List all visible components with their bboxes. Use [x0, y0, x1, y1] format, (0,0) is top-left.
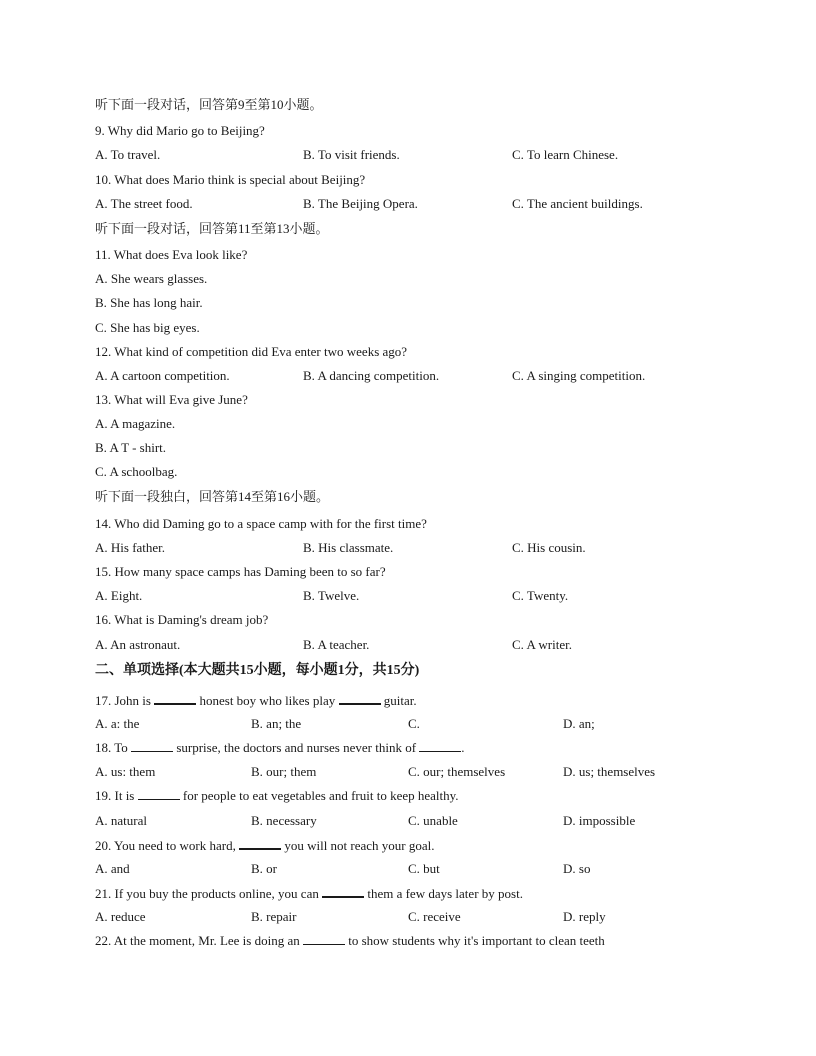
q19-stem-part-1: 19. It is [95, 788, 138, 803]
q12-option-a: A. A cartoon competition. [95, 368, 230, 383]
q13-option-b: B. A T - shirt. [95, 440, 167, 455]
q16-option-b: B. A teacher. [303, 637, 370, 652]
q19-option-b: B. necessary [251, 813, 317, 828]
instruction-14-16: 听下面一段独白，回答第14至第16小题。 [95, 489, 330, 504]
q13-option-a: A. A magazine. [95, 416, 176, 431]
q15-option-b: B. Twelve. [303, 588, 360, 603]
q11-option-c: C. She has big eyes. [95, 320, 200, 335]
q21-stem-part-2: them a few days later by post. [364, 886, 523, 901]
q10-option-a: A. The street food. [95, 196, 193, 211]
q20-option-b: B. or [251, 861, 277, 876]
q19-option-d: D. impossible [563, 813, 636, 828]
q17-stem-part-3: guitar. [380, 693, 417, 708]
question-11-stem: 11. What does Eva look like? [95, 247, 248, 262]
q20-option-a: A. and [95, 861, 130, 876]
question-10-stem: 10. What does Mario think is special about Beijing? [95, 172, 366, 187]
q18-option-d: D. us; themselves [563, 764, 656, 779]
q11-option-b: B. She has long hair. [95, 295, 203, 310]
q17-stem-part-1: 17. John is [95, 693, 155, 708]
q18-option-c: C. our; themselves [408, 764, 506, 779]
q21-option-c: C. receive [408, 909, 461, 924]
q20-option-c: C. but [408, 861, 440, 876]
instruction-9-10: 听下面一段对话，回答第9至第10小题。 [95, 97, 323, 112]
q15-option-c: C. Twenty. [512, 588, 569, 603]
q20-stem-part-1: 20. You need to work hard, [95, 838, 240, 853]
q9-option-a: A. To travel. [95, 147, 161, 162]
q21-stem-part-1: 21. If you buy the products online, you can [95, 886, 323, 901]
q20-stem-part-2: you will not reach your goal. [281, 838, 435, 853]
q19-stem-part-2: for people to eat vegetables and fruit to keep healthy. [179, 788, 459, 803]
q17-blank-2 [339, 691, 381, 705]
q18-blank-2 [419, 739, 461, 752]
q17-option-d: D. an; [563, 716, 595, 731]
question-12-stem: 12. What kind of competition did Eva enter two weeks ago? [95, 344, 408, 359]
q10-option-b: B. The Beijing Opera. [303, 196, 418, 211]
question-15-stem: 15. How many space camps has Daming been to so far? [95, 564, 386, 579]
q20-blank [239, 836, 281, 850]
q18-stem-part-2: surprise, the doctors and nurses never think of [173, 740, 420, 755]
question-16-stem: 16. What is Daming's dream job? [95, 612, 269, 627]
q18-option-b: B. our; them [251, 764, 317, 779]
instruction-11-13: 听下面一段对话，回答第11至第13小题。 [95, 221, 329, 236]
q14-option-a: A. His father. [95, 540, 166, 555]
q17-option-b: B. an; the [251, 716, 302, 731]
question-22-stem [95, 932, 776, 950]
q21-blank [322, 884, 364, 898]
question-17-stem [95, 691, 776, 710]
section-2-title: 二、单项选择(本大题共15小题，每小题1分，共15分) [95, 663, 420, 678]
question-14-stem: 14. Who did Daming go to a space camp with for the first time? [95, 516, 427, 531]
q11-option-a: A. She wears glasses. [95, 271, 208, 286]
q19-blank [138, 787, 180, 800]
q21-option-d: D. reply [563, 909, 606, 924]
q16-option-a: A. An astronaut. [95, 637, 181, 652]
q16-option-c: C. A writer. [512, 637, 572, 652]
q21-option-a: A. reduce [95, 909, 146, 924]
q17-blank-1 [154, 691, 196, 705]
q19-option-c: C. unable [408, 813, 458, 828]
q22-stem-part-1: 22. At the moment, Mr. Lee is doing an [95, 933, 303, 948]
q19-option-a: A. natural [95, 813, 147, 828]
q10-option-c: C. The ancient buildings. [512, 196, 643, 211]
q22-stem-part-2: to show students why it's important to clean teeth [344, 933, 605, 948]
q18-option-a: A. us: them [95, 764, 156, 779]
q17-option-a: A. a: the [95, 716, 140, 731]
q15-option-a: A. Eight. [95, 588, 143, 603]
q17-option-c: C. [408, 716, 420, 731]
q18-stem-part-3: . [461, 740, 465, 755]
q18-stem-part-1: 18. To [95, 740, 132, 755]
question-18-stem [95, 739, 776, 757]
q21-option-b: B. repair [251, 909, 297, 924]
question-20-stem [95, 836, 776, 855]
q18-blank-1 [131, 739, 173, 752]
q9-option-c: C. To learn Chinese. [512, 147, 619, 162]
q14-option-b: B. His classmate. [303, 540, 394, 555]
q22-blank [303, 932, 345, 945]
question-13-stem: 13. What will Eva give June? [95, 392, 248, 407]
question-9-stem: 9. Why did Mario go to Beijing? [95, 123, 265, 138]
q17-stem-part-2: honest boy who likes play [196, 693, 339, 708]
q13-option-c: C. A schoolbag. [95, 464, 178, 479]
q20-option-d: D. so [563, 861, 591, 876]
question-19-stem [95, 787, 776, 805]
q12-option-b: B. A dancing competition. [303, 368, 440, 383]
q9-option-b: B. To visit friends. [303, 147, 400, 162]
question-21-stem [95, 884, 776, 903]
q14-option-c: C. His cousin. [512, 540, 586, 555]
q12-option-c: C. A singing competition. [512, 368, 646, 383]
